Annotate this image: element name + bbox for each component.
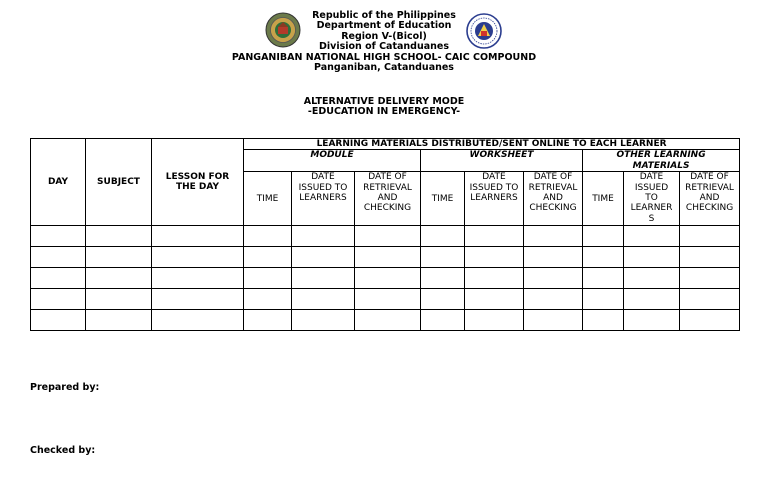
module-issued-line2: ISSUED TO [298,182,348,193]
other-issued-line5: S [648,213,655,224]
table-row [31,310,740,331]
other-retrieval-line2: RETRIEVAL [685,182,734,193]
checked-by-label: Checked by: [30,445,96,456]
other-retrieval-line4: CHECKING [685,203,734,214]
other-time-header: TIME [583,172,624,226]
other-materials-header [583,150,740,172]
document-subtitle [0,97,768,118]
module-retrieval-line4: CHECKING [363,203,412,214]
other-header-line2: MATERIALS [632,160,690,171]
materials-group-header: LEARNING MATERIALS DISTRIBUTED/SENT ONLINE TO EACH LEARNER [244,139,740,150]
subject-header: SUBJECT [86,139,152,226]
worksheet-issued-line3: LEARNERS [470,193,518,204]
module-date-retrieval-header [355,172,421,226]
worksheet-date-retrieval-header [524,172,583,226]
other-header-line1: OTHER LEARNING [616,150,706,161]
day-header: DAY [31,139,86,226]
worksheet-issued-line2: ISSUED TO [469,182,519,193]
lesson-header-line2: THE DAY [175,182,220,193]
table-row [31,226,740,247]
module-issued-line1: DATE [311,172,335,183]
worksheet-date-issued-header [465,172,524,226]
prepared-by-label: Prepared by: [30,382,100,393]
other-retrieval-line3: AND [699,193,720,204]
document-header [0,11,768,73]
header-line-address: Panganiban, Catanduanes [314,62,454,74]
module-header: MODULE [244,150,421,172]
table-row [31,268,740,289]
learning-materials-table [30,138,740,331]
worksheet-retrieval-line1: DATE OF [533,172,573,183]
other-date-retrieval-header [680,172,740,226]
module-issued-line3: LEARNERS [299,193,347,204]
subtitle-line-eie: -EDUCATION IN EMERGENCY- [307,106,461,118]
table-row [31,289,740,310]
header-line-republic: Republic of the Philippines [312,10,456,21]
module-date-issued-header [292,172,355,226]
other-issued-line4: LEARNER [630,203,673,214]
module-retrieval-line2: RETRIEVAL [363,182,412,193]
module-retrieval-line1: DATE OF [368,172,407,183]
table-row [31,247,740,268]
worksheet-retrieval-line4: CHECKING [529,203,577,214]
header-line-division: Division of Catanduanes [319,41,449,53]
header-line-region: Region V-(Bicol) [341,30,427,42]
worksheet-retrieval-line2: RETRIEVAL [528,182,578,193]
other-retrieval-line1: DATE OF [690,172,729,183]
worksheet-issued-line1: DATE [482,172,506,183]
lesson-header [152,139,244,226]
worksheet-header: WORKSHEET [421,150,583,172]
module-retrieval-line3: AND [377,193,398,204]
other-date-issued-header [624,172,680,226]
deped-seal-logo [466,12,502,50]
other-issued-line2: ISSUED [634,182,669,193]
worksheet-retrieval-line3: AND [543,193,563,204]
header-line-school: PANGANIBAN NATIONAL HIGH SCHOOL- CAIC COMPOUND [231,51,537,63]
other-issued-line1: DATE [639,172,664,183]
subtitle-line-adm: ALTERNATIVE DELIVERY MODE [303,96,465,107]
other-issued-line3: TO [645,193,658,204]
header-line-department: Department of Education [316,20,452,32]
worksheet-time-header: TIME [421,172,465,226]
lesson-header-line1: LESSON FOR [165,171,230,182]
module-time-header: TIME [244,172,292,226]
